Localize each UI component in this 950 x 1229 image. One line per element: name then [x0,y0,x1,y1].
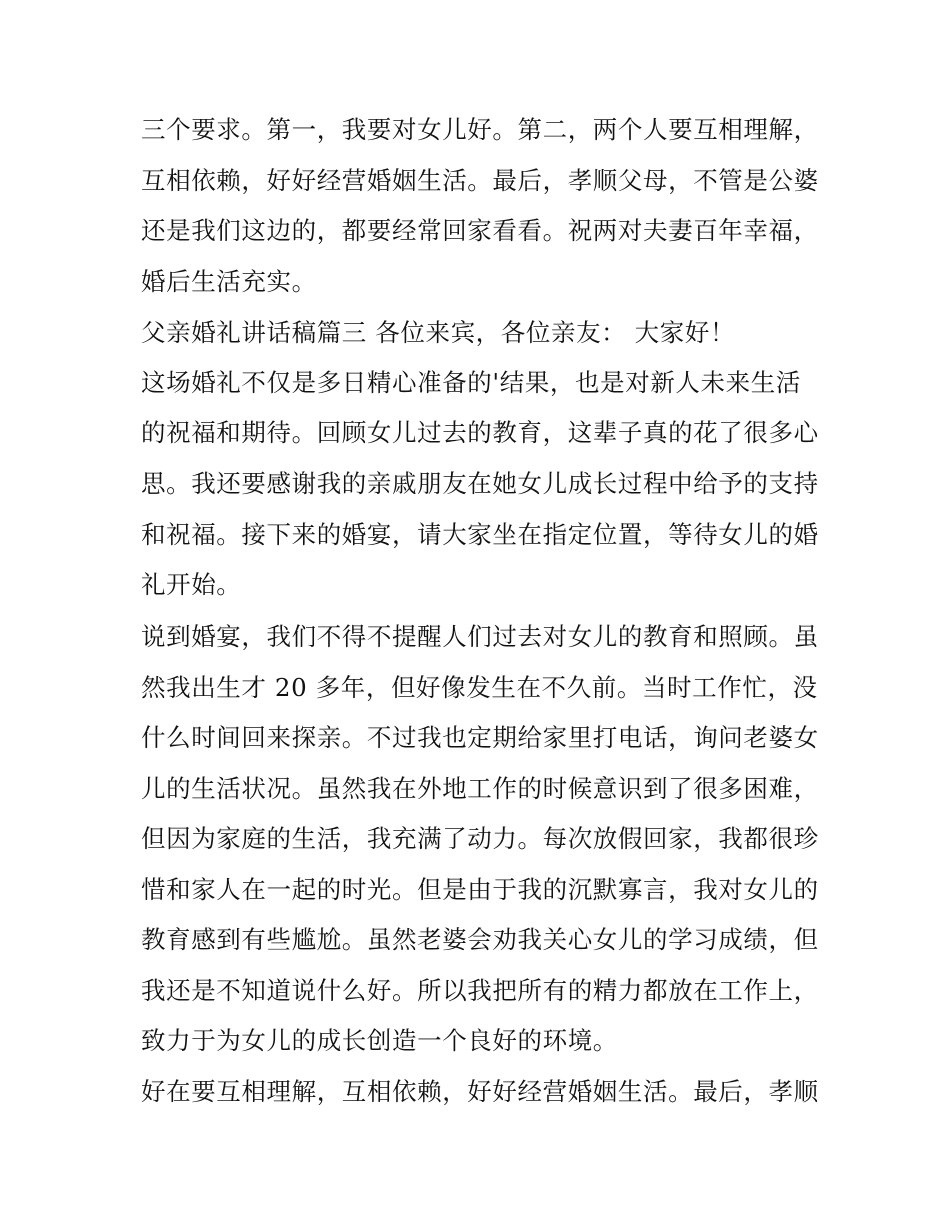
text-line: 教育感到有些尴尬。虽然老婆会劝我关心女儿的学习成绩，但 [141,925,819,954]
text-line: 好在要互相理解，互相依赖，好好经营婚姻生活。最后，孝顺 [141,1077,819,1106]
text-line: 致力于为女儿的成长创造一个良好的环境。 [141,1026,618,1055]
section-heading-line: 父亲婚礼讲话稿篇三 各位来宾，各位亲友： 大家好！ [141,318,736,347]
text-line: 礼开始。 [141,570,242,599]
text-line: 思。我还要感谢我的亲戚朋友在她女儿成长过程中给予的支持 [141,469,819,498]
text-line: 然我出生才 20 多年，但好像发生在不久前。当时工作忙，没 [141,673,818,702]
text-line: 和祝福。接下来的婚宴，请大家坐在指定位置，等待女儿的婚 [141,520,819,549]
text-line: 婚后生活充实。 [141,267,317,296]
text-line: 三个要求。第一，我要对女儿好。第二，两个人要互相理解， [141,115,819,144]
text-line: 但因为家庭的生活，我充满了动力。每次放假回家，我都很珍 [141,824,819,853]
text-line: 这场婚礼不仅是多日精心准备的'结果，也是对新人未来生活 [141,368,801,397]
text-line: 说到婚宴，我们不得不提醒人们过去对女儿的教育和照顾。虽 [141,622,819,651]
text-line: 我还是不知道说什么好。所以我把所有的精力都放在工作上， [141,976,819,1005]
text-line: 惜和家人在一起的时光。但是由于我的沉默寡言，我对女儿的 [141,875,819,904]
text-line: 儿的生活状况。虽然我在外地工作的时候意识到了很多困难， [141,774,819,803]
text-line: 什么时间回来探亲。不过我也定期给家里打电话，询问老婆女 [141,723,819,752]
text-line: 的祝福和期待。回顾女儿过去的教育，这辈子真的花了很多心 [141,418,819,447]
text-line: 还是我们这边的，都要经常回家看看。祝两对夫妻百年幸福， [141,216,819,245]
text-line: 互相依赖，好好经营婚姻生活。最后，孝顺父母，不管是公婆 [141,166,819,195]
